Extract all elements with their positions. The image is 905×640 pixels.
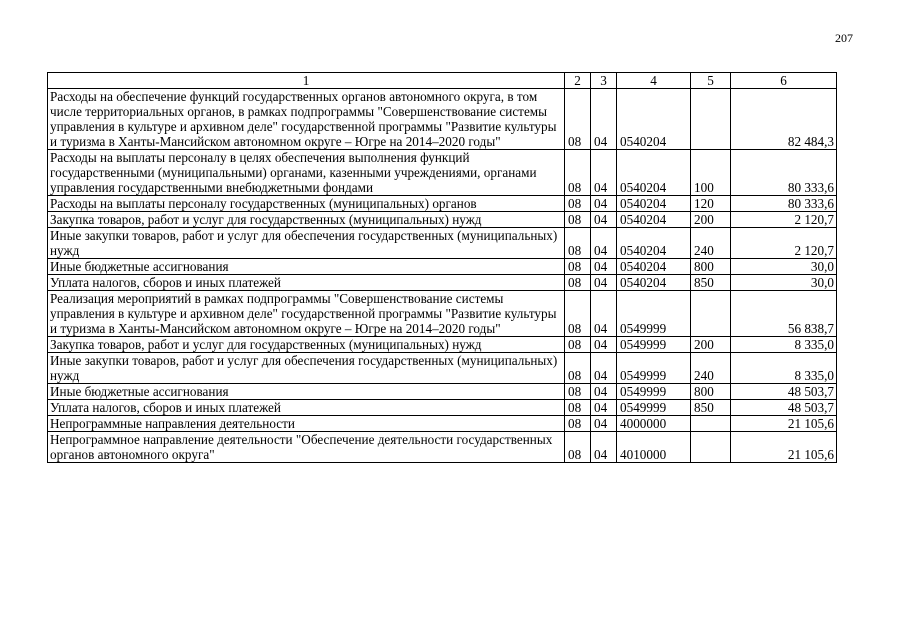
row-name: Непрограммные направления деятельности bbox=[48, 416, 565, 432]
row-expense-type: 850 bbox=[691, 275, 731, 291]
table-row bbox=[48, 275, 837, 291]
row-section: 08 bbox=[565, 212, 591, 228]
row-section: 08 bbox=[565, 432, 591, 463]
row-section: 08 bbox=[565, 384, 591, 400]
row-amount: 21 105,6 bbox=[731, 432, 837, 463]
row-subsection: 04 bbox=[591, 291, 617, 337]
row-section: 08 bbox=[565, 353, 591, 384]
table-row bbox=[48, 337, 837, 353]
row-amount: 30,0 bbox=[731, 275, 837, 291]
row-amount: 21 105,6 bbox=[731, 416, 837, 432]
row-section: 08 bbox=[565, 337, 591, 353]
row-section: 08 bbox=[565, 150, 591, 196]
table-row bbox=[48, 384, 837, 400]
row-expense-type bbox=[691, 432, 731, 463]
table-row bbox=[48, 416, 837, 432]
row-target-code: 0549999 bbox=[617, 400, 691, 416]
row-expense-type bbox=[691, 291, 731, 337]
row-expense-type: 240 bbox=[691, 228, 731, 259]
row-target-code: 0549999 bbox=[617, 353, 691, 384]
row-section: 08 bbox=[565, 291, 591, 337]
row-subsection: 04 bbox=[591, 416, 617, 432]
row-amount: 48 503,7 bbox=[731, 384, 837, 400]
row-target-code: 0540204 bbox=[617, 150, 691, 196]
row-name: Расходы на обеспечение функций государственных органов автономного округа, в том числе территориальных органов, в рамках подпрограммы "Совершенствование системы управления в культуре и архивном деле" государственной программы "Развитие культуры и туризма в Ханты-Мансийском автономном округе – Югре на 2014–2020 годы" bbox=[48, 89, 565, 150]
row-name: Иные бюджетные ассигнования bbox=[48, 259, 565, 275]
row-subsection: 04 bbox=[591, 337, 617, 353]
row-target-code: 4000000 bbox=[617, 416, 691, 432]
row-target-code: 0540204 bbox=[617, 196, 691, 212]
row-subsection: 04 bbox=[591, 384, 617, 400]
row-name: Иные закупки товаров, работ и услуг для обеспечения государственных (муниципальных) нужд bbox=[48, 353, 565, 384]
row-expense-type: 120 bbox=[691, 196, 731, 212]
row-subsection: 04 bbox=[591, 432, 617, 463]
row-section: 08 bbox=[565, 196, 591, 212]
row-name: Расходы на выплаты персоналу государственных (муниципальных) органов bbox=[48, 196, 565, 212]
row-amount: 56 838,7 bbox=[731, 291, 837, 337]
table-row bbox=[48, 89, 837, 150]
row-amount: 2 120,7 bbox=[731, 228, 837, 259]
row-name: Уплата налогов, сборов и иных платежей bbox=[48, 275, 565, 291]
row-name: Иные бюджетные ассигнования bbox=[48, 384, 565, 400]
header-col-4: 4 bbox=[617, 73, 691, 89]
row-name: Расходы на выплаты персоналу в целях обеспечения выполнения функций государственными (муниципальными) органами, казенными учреждениями, органами управления государственными внебюджетными фондами bbox=[48, 150, 565, 196]
row-subsection: 04 bbox=[591, 259, 617, 275]
table-row bbox=[48, 400, 837, 416]
row-subsection: 04 bbox=[591, 353, 617, 384]
row-section: 08 bbox=[565, 275, 591, 291]
row-subsection: 04 bbox=[591, 89, 617, 150]
table-row bbox=[48, 212, 837, 228]
row-section: 08 bbox=[565, 89, 591, 150]
row-section: 08 bbox=[565, 228, 591, 259]
budget-table bbox=[47, 72, 837, 463]
table-header-row bbox=[48, 73, 837, 89]
row-subsection: 04 bbox=[591, 212, 617, 228]
table-row bbox=[48, 259, 837, 275]
row-amount: 8 335,0 bbox=[731, 353, 837, 384]
row-section: 08 bbox=[565, 416, 591, 432]
row-expense-type: 200 bbox=[691, 337, 731, 353]
row-name: Непрограммное направление деятельности "Обеспечение деятельности государственных органов автономного округа" bbox=[48, 432, 565, 463]
row-target-code: 0540204 bbox=[617, 259, 691, 275]
table-row bbox=[48, 150, 837, 196]
header-col-5: 5 bbox=[691, 73, 731, 89]
row-target-code: 4010000 bbox=[617, 432, 691, 463]
row-subsection: 04 bbox=[591, 228, 617, 259]
row-name: Реализация мероприятий в рамках подпрограммы "Совершенствование системы управления в культуре и архивном деле" государственной программы "Развитие культуры и туризма в Ханты-Мансийском автономном округе – Югре на 2014–2020 годы" bbox=[48, 291, 565, 337]
row-section: 08 bbox=[565, 400, 591, 416]
row-expense-type bbox=[691, 416, 731, 432]
row-expense-type: 240 bbox=[691, 353, 731, 384]
row-target-code: 0540204 bbox=[617, 212, 691, 228]
row-target-code: 0540204 bbox=[617, 228, 691, 259]
row-expense-type: 800 bbox=[691, 384, 731, 400]
row-name: Иные закупки товаров, работ и услуг для обеспечения государственных (муниципальных) нужд bbox=[48, 228, 565, 259]
row-target-code: 0549999 bbox=[617, 291, 691, 337]
row-subsection: 04 bbox=[591, 400, 617, 416]
header-col-1: 1 bbox=[48, 73, 565, 89]
row-name: Закупка товаров, работ и услуг для государственных (муниципальных) нужд bbox=[48, 337, 565, 353]
row-amount: 80 333,6 bbox=[731, 196, 837, 212]
row-target-code: 0549999 bbox=[617, 337, 691, 353]
row-target-code: 0540204 bbox=[617, 275, 691, 291]
row-amount: 48 503,7 bbox=[731, 400, 837, 416]
row-subsection: 04 bbox=[591, 275, 617, 291]
row-amount: 8 335,0 bbox=[731, 337, 837, 353]
header-col-3: 3 bbox=[591, 73, 617, 89]
table-row bbox=[48, 432, 837, 463]
row-expense-type: 200 bbox=[691, 212, 731, 228]
row-expense-type bbox=[691, 89, 731, 150]
row-subsection: 04 bbox=[591, 196, 617, 212]
row-subsection: 04 bbox=[591, 150, 617, 196]
row-name: Закупка товаров, работ и услуг для государственных (муниципальных) нужд bbox=[48, 212, 565, 228]
table-row bbox=[48, 291, 837, 337]
row-amount: 2 120,7 bbox=[731, 212, 837, 228]
row-amount: 30,0 bbox=[731, 259, 837, 275]
row-expense-type: 100 bbox=[691, 150, 731, 196]
row-amount: 80 333,6 bbox=[731, 150, 837, 196]
row-expense-type: 850 bbox=[691, 400, 731, 416]
budget-table-body bbox=[48, 73, 837, 463]
header-col-2: 2 bbox=[565, 73, 591, 89]
row-expense-type: 800 bbox=[691, 259, 731, 275]
page-number: 207 bbox=[835, 31, 853, 45]
row-section: 08 bbox=[565, 259, 591, 275]
row-target-code: 0540204 bbox=[617, 89, 691, 150]
header-col-6: 6 bbox=[731, 73, 837, 89]
table-row bbox=[48, 228, 837, 259]
row-name: Уплата налогов, сборов и иных платежей bbox=[48, 400, 565, 416]
table-row bbox=[48, 196, 837, 212]
row-target-code: 0549999 bbox=[617, 384, 691, 400]
table-row bbox=[48, 353, 837, 384]
row-amount: 82 484,3 bbox=[731, 89, 837, 150]
